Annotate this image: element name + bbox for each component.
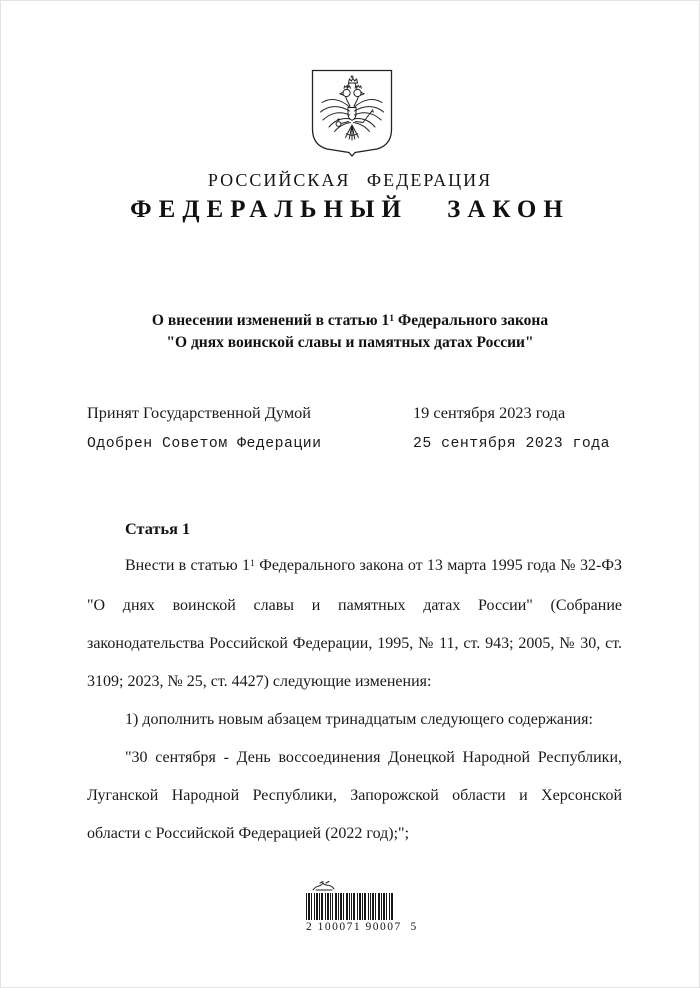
paragraph-new-text: "30 сентября - День воссоединения Донецкой Народной Республики, Луганской Народной Республики, Запорожской области и Херсонской области с Российской Федерацией (2022 год);"; — [87, 749, 622, 842]
paragraph-superscript: 1 — [250, 557, 255, 569]
council-date: 25 сентября 2023 года — [413, 436, 610, 452]
law-title-superscript: 1 — [389, 312, 395, 324]
country-heading: РОССИЙСКАЯ ФЕДЕРАЦИЯ — [207, 170, 493, 190]
barcode-eagle-mark-icon — [310, 880, 344, 892]
paragraph-amendment-item: 1) дополнить новым абзацем тринадцатым следующего содержания: — [125, 711, 593, 728]
law-title — [60, 311, 640, 353]
law-body-text — [87, 547, 622, 853]
paragraph-amendment-intro — [87, 547, 622, 701]
coat-of-arms-icon — [311, 69, 393, 157]
law-title-line1-text: О внесении изменений в статью 1 — [151, 312, 390, 329]
law-title-line1 — [60, 311, 640, 333]
law-title-line2: "О днях воинской славы и памятных датах России" — [166, 334, 534, 351]
barcode — [306, 880, 418, 933]
paragraph-intro-text: Внести в статью 1 — [125, 557, 251, 574]
adoption-row-duma — [87, 402, 627, 424]
barcode-bars — [306, 893, 406, 920]
law-title-line1-tail: Федерального закона — [394, 312, 549, 329]
article-heading: Статья 1 — [125, 519, 191, 538]
paragraph-intro-tail: Федерального закона от 13 марта 1995 года № 32-ФЗ "О днях воинской славы и памятных датах России" (Собрание законодательства Российской Федерации, 1995, № 11, ст. 943; 2005, № 30, ст. 3109; 2023, № 25, ст. 4427) следующие изменения: — [87, 557, 622, 690]
document-type-heading: ФЕДЕРАЛЬНЫЙ ЗАКОН — [130, 196, 570, 223]
duma-label: Принят Государственной Думой — [87, 403, 312, 422]
duma-date: 19 сентября 2023 года — [413, 403, 566, 422]
barcode-digits: 2 100071 90007 5 — [306, 921, 418, 933]
adoption-row-council — [87, 433, 627, 455]
council-label: Одобрен Советом Федерации — [87, 436, 322, 452]
